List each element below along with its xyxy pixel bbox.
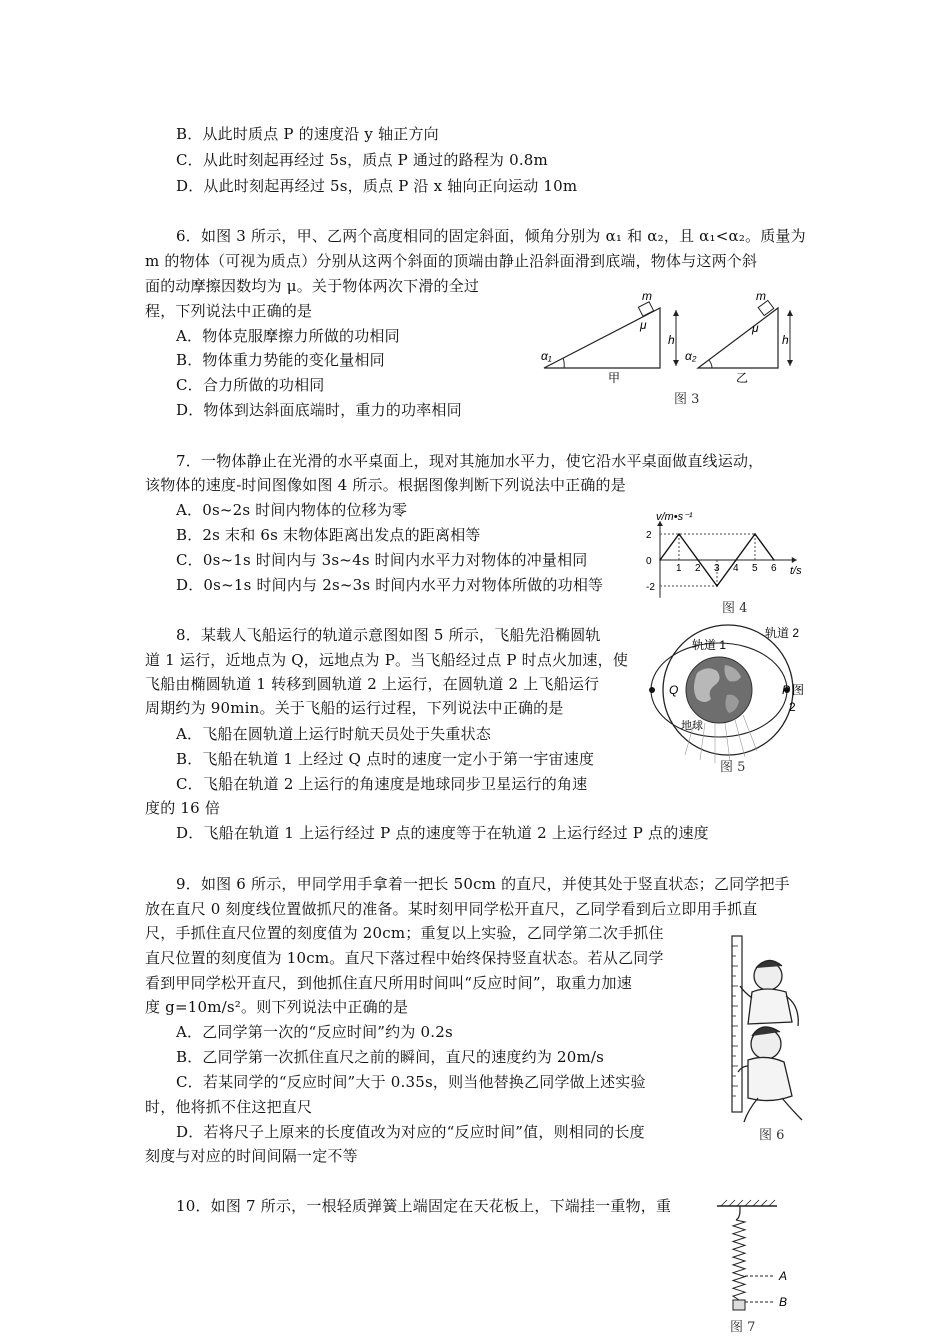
vt-xlabel: t/s [790,565,802,577]
q6-option-c: C．合力所做的功相同 [176,376,325,394]
q7-option-c: C．0s~1s 时间内与 3s~4s 时间内水平力对物体的冲量相同 [176,551,588,569]
q9-option-d-cont: 刻度与对应的时间间隔一定不等 [145,1147,358,1165]
q5-option-d: D．从此时刻起再经过 5s，质点 P 沿 x 轴向正向运动 10m [176,177,578,195]
q8-stem-3: 飞船由椭圆轨道 1 转移到圆轨道 2 上运行，在圆轨道 2 上飞船运行 [145,675,600,693]
jia-mass-label: m [642,289,652,303]
student-jia [740,960,798,1026]
vt-point-2 [697,559,699,561]
spring-coil [733,1220,745,1300]
vt-point-5 [754,533,756,535]
ruler [732,936,742,1112]
label-a: A [779,1269,788,1283]
figure-4-vt-graph [630,508,810,600]
orbit-2-label: 轨道 2 [765,626,800,640]
q9-stem-5: 看到甲同学松开直尺，到他抓住直尺所用时间叫“反应时间”，取重力加速 [145,974,632,992]
q-label: Q [669,683,679,697]
vt-point-1 [678,533,680,535]
q7-option-b: B．2s 末和 6s 末物体距离出发点的距离相等 [176,526,481,544]
label-b: B [779,1295,788,1309]
q8-stem-1: 8．某载人飞船运行的轨道示意图如图 5 所示，飞船先沿椭圆轨 [176,626,601,644]
q9-stem-6: 度 g=10m/s²。则下列说法中正确的是 [145,998,409,1016]
q10-stem-1: 10．如图 7 所示，一根轻质弹簧上端固定在天花板上，下端挂一重物，重 [176,1197,672,1215]
vt-point-6 [773,559,775,561]
vt-xtick-5: 5 [752,563,758,574]
q5-option-c: C．从此时刻起再经过 5s，质点 P 通过的路程为 0.8m [176,151,548,169]
q8-option-a: A．飞船在圆轨道上运行时航天员处于失重状态 [176,725,492,743]
vt-point-3 [716,585,718,587]
vt-point-4 [735,559,737,561]
vt-point-0 [659,559,661,561]
q6-stem-4: 程，下列说法中正确的是 [145,302,313,320]
angle1-label: α₁ [541,349,552,363]
q7-stem-2: 该物体的速度-时间图像如图 4 所示。根据图像判断下列说法中正确的是 [145,476,626,494]
q9-stem-2: 放在直尺 0 刻度线位置做抓尺的准备。某时刻甲同学松开直尺，乙同学看到后立即用手抓直 [145,900,758,918]
vt-ytick-0: 0 [646,556,652,567]
stray-label-1: 图 [792,683,805,697]
figure-6-caption: 图 6 [759,1128,785,1143]
stray-label-2: 2 [789,700,796,714]
vt-ytick--2: -2 [646,582,655,593]
figure-6-reaction-illustration [712,932,812,1122]
q6-stem-2: m 的物体（可视为质点）分别从这两个斜面的顶端由静止沿斜面滑到底端，物体与这两个斜 [145,252,758,270]
q7-option-d: D．0s~1s 时间内与 2s~3s 时间内水平力对物体所做的功相等 [176,576,604,594]
q9-option-d: D．若将尺子上原来的长度值改为对应的“反应时间”值，则相同的长度 [176,1123,645,1141]
orbit-1-label: 轨道 1 [692,638,727,652]
q5-option-b: B．从此时质点 P 的速度沿 y 轴正方向 [176,125,439,143]
q8-stem-4: 周期约为 90min。关于飞船的运行过程，下列说法中正确的是 [145,699,564,717]
vt-ytick-2: 2 [646,530,652,541]
vt-xtick-4: 4 [733,563,739,574]
incline-yi [685,289,793,385]
q7-option-a: A．0s~2s 时间内物体的位移为零 [176,501,408,519]
q9-option-c-cont: 时，他将抓不住这把直尺 [145,1098,313,1116]
point-q [649,687,655,693]
weight-block [733,1300,745,1310]
vt-xtick-2: 2 [695,563,701,574]
jia-label: 甲 [608,371,621,385]
vt-xtick-6: 6 [771,563,777,574]
p-label: P [782,683,791,697]
q7-stem-1: 7．一物体静止在光滑的水平桌面上，现对其施加水平力，使它沿水平桌面做直线运动， [176,452,764,470]
angle2-label: α₂ [685,349,697,363]
earth-label: 地球 [681,720,703,732]
figure-5-orbits [655,625,815,775]
yi-label: 乙 [736,371,749,385]
vt-tick-labels [646,530,777,593]
figure-7-spring [715,1200,815,1320]
figure-5-caption: 图 5 [720,760,746,775]
figure-4-caption: 图 4 [722,601,748,616]
q9-stem-4: 直尺位置的刻度值为 10cm。直尺下落过程中始终保持竖直状态。若从乙同学 [145,949,664,967]
jia-mu-label: μ [640,318,647,332]
q9-stem-3: 尺，手抓住直尺位置的刻度值为 20cm；重复以上实验，乙同学第二次手抓住 [145,924,664,942]
q6-stem-1: 6．如图 3 所示，甲、乙两个高度相同的固定斜面，倾角分别为 α₁ 和 α₂，且 α₁<α₂。质量为 [176,227,806,245]
jia-height-label: h [668,333,675,347]
earth-icon [686,657,752,723]
vt-axes [657,521,797,598]
incline-jia [541,289,679,385]
ceiling-hatch [721,1200,775,1206]
vt-xtick-1: 1 [676,563,682,574]
figure-3-caption: 图 3 [674,392,700,407]
q9-option-a: A．乙同学第一次的“反应时间”约为 0.2s [176,1023,453,1041]
vt-xtick-3: 3 [714,563,720,574]
student-yi [738,1027,802,1122]
vt-x-arrow [792,557,797,563]
q6-option-a: A．物体克服摩擦力所做的功相同 [176,327,400,345]
figure-3-inclines [538,290,808,400]
q8-option-c-cont: 度的 16 倍 [145,799,221,817]
q9-option-c: C．若某同学的“反应时间”大于 0.35s，则当他替换乙同学做上述实验 [176,1073,646,1091]
yi-height-label: h [782,333,789,347]
vt-ylabel: v/m•s⁻¹ [656,511,693,523]
q6-option-b: B．物体重力势能的变化量相同 [176,351,385,369]
q8-option-d: D．飞船在轨道 1 上运行经过 P 点的速度等于在轨道 2 上运行经过 P 点的速度 [176,824,709,842]
q8-stem-2: 道 1 运行，近地点为 Q，远地点为 P。当飞船经过点 P 时点火加速，使 [145,651,629,669]
q8-option-b: B．飞船在轨道 1 上经过 Q 点时的速度一定小于第一宇宙速度 [176,750,595,768]
q6-option-d: D．物体到达斜面底端时，重力的功率相同 [176,401,462,419]
q9-stem-1: 9．如图 6 所示，甲同学用手拿着一把长 50cm 的直尺，并使其处于竖直状态；乙同学把手 [176,875,790,893]
q6-stem-3: 面的动摩擦因数均为 μ。关于物体两次下滑的全过 [145,277,480,295]
yi-mass-label: m [756,289,766,303]
q9-option-b: B．乙同学第一次抓住直尺之前的瞬间，直尺的速度约为 20m/s [176,1048,605,1066]
figure-7-caption: 图 7 [730,1320,756,1335]
yi-mu-label: μ [752,321,759,335]
q8-option-c: C．飞船在轨道 2 上运行的角速度是地球同步卫星运行的角速 [176,775,588,793]
